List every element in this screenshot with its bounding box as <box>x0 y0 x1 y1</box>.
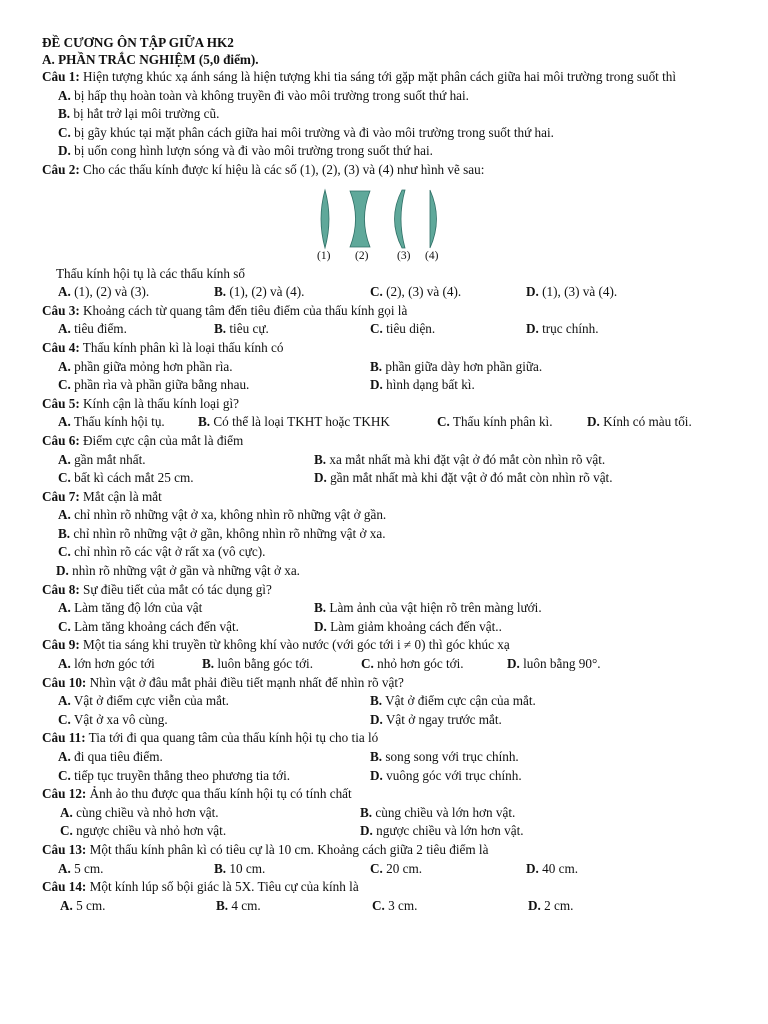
question-stem: Mắt cận là mắt <box>79 488 162 504</box>
question-1 <box>42 68 732 87</box>
question-label: Câu 6: <box>42 432 80 448</box>
q7-option-d: D. nhìn rõ những vật ở gần và những vật ở xa. <box>56 563 300 579</box>
q2-prompt: Thấu kính hội tụ là các thấu kính số <box>56 265 245 281</box>
question-label: Câu 7: <box>42 488 80 504</box>
q10-option-a: A. Vật ở điểm cực viễn của mắt. <box>58 693 229 709</box>
question-label: Câu 5: <box>42 395 80 411</box>
q5-option-d: D. Kính có màu tối. <box>587 414 692 430</box>
question-stem: Hiện tượng khúc xạ ánh sáng là hiện tượng khi tia sáng tới gặp mặt phân cách giữa hai môi trường trong suốt thì <box>79 69 677 84</box>
q8-option-c: C. Làm tăng khoảng cách đến vật. <box>58 618 239 634</box>
q11-option-b: B. song song với trục chính. <box>370 749 519 764</box>
question-10 <box>42 674 732 693</box>
q11-option-d: D. vuông góc với trục chính. <box>370 767 522 783</box>
q3-option-b: B. tiêu cự. <box>214 321 269 337</box>
q13-option-c: C. 20 cm. <box>370 860 423 876</box>
q2-option-a: A. (1), (2) và (3). <box>58 284 150 300</box>
q10-options-ab <box>42 692 732 711</box>
question-label: Câu 10: <box>42 674 87 690</box>
question-stem: Ảnh ảo thu được qua thấu kính hội tụ có tính chất <box>86 786 352 802</box>
question-stem: Nhìn vật ở đâu mắt phải điều tiết mạnh nhất để nhìn rõ vật? <box>86 674 404 690</box>
question-label: Câu 9: <box>42 637 80 653</box>
question-7 <box>42 488 732 507</box>
q9-option-a: A. lớn hơn góc tới <box>58 656 155 672</box>
question-stem: Khoảng cách từ quang tâm đến tiêu điểm của thấu kính gọi là <box>79 302 408 318</box>
q14-option-b: B. 4 cm. <box>216 897 261 913</box>
lens-label-2: (2) <box>355 249 369 262</box>
q2-option-d: D. (1), (3) và (4). <box>526 284 618 300</box>
question-stem: Một kính lúp số bội giác là 5X. Tiêu cự của kính là <box>86 879 359 895</box>
question-label: Câu 8: <box>42 581 80 597</box>
q4-option-b: B. phần giữa dày hơn phần giữa. <box>370 358 543 374</box>
q10-option-d: D. Vật ở ngay trước mắt. <box>370 711 502 727</box>
q4-option-c: C. phần rìa và phần giữa bằng nhau. <box>58 377 250 393</box>
q14-option-a: A. 5 cm. <box>60 897 106 913</box>
lens-2-biconcave <box>350 191 370 247</box>
q7-option-b: B. chỉ nhìn rõ những vật ở gần, không nhìn rõ những vật ở xa. <box>58 525 386 541</box>
question-stem: Cho các thấu kính được kí hiệu là các số (1), (2), (3) và (4) như hình vẽ sau: <box>79 161 485 177</box>
q9-option-d: D. luôn bằng 90°. <box>507 656 601 672</box>
q14-option-d: D. 2 cm. <box>528 897 574 913</box>
q14-option-c: C. 3 cm. <box>372 897 418 913</box>
q5-option-b: B. Có thể là loại TKHT hoặc TKHK <box>198 414 390 430</box>
q1-option-d: D. bị uốn cong hình lượn sóng và đi vào môi trường trong suốt thứ hai. <box>58 143 433 159</box>
q2-options <box>42 283 732 302</box>
q3-options <box>42 320 732 339</box>
q5-option-c: C. Thấu kính phân kì. <box>437 414 553 430</box>
q6-options-ab <box>42 451 732 470</box>
q10-option-b: B. Vật ở điểm cực cận của mắt. <box>370 693 536 709</box>
q8-options-ab <box>42 599 732 618</box>
q12-option-d: D. ngược chiều và lớn hơn vật. <box>360 823 524 839</box>
question-label: Câu 11: <box>42 730 86 746</box>
lens-3-concavo-convex <box>395 190 406 248</box>
q11-options-cd <box>42 767 732 786</box>
q1-option-b: B. bị hắt trở lại môi trường cũ. <box>58 106 220 122</box>
question-14 <box>42 878 732 897</box>
q10-options-cd <box>42 711 732 730</box>
q14-options <box>42 897 732 916</box>
question-stem: Một thấu kính phân kì có tiêu cự là 10 cm. Khoảng cách giữa 2 tiêu điểm là <box>86 841 489 857</box>
question-12 <box>42 785 732 804</box>
q3-option-c: C. tiêu diện. <box>370 321 436 337</box>
question-3 <box>42 302 732 321</box>
document-title: ĐỀ CƯƠNG ÔN TẬP GIỮA HK2 <box>42 35 234 50</box>
q7-option-c: C. chỉ nhìn rõ các vật ở rất xa (vô cực). <box>58 544 266 560</box>
q13-option-d: D. 40 cm. <box>526 860 579 876</box>
lens-figure <box>317 188 457 263</box>
q9-option-c: C. nhỏ hơn góc tới. <box>361 656 464 672</box>
q12-option-c: C. ngược chiều và nhỏ hơn vật. <box>60 823 227 839</box>
lens-label-4: (4) <box>425 249 439 262</box>
q8-options-cd <box>42 618 732 637</box>
question-4 <box>42 339 732 358</box>
q5-option-a: A. Thấu kính hội tụ. <box>58 414 165 430</box>
lens-1-biconvex <box>321 190 329 248</box>
lens-label-1: (1) <box>317 249 331 262</box>
q2-option-b: B. (1), (2) và (4). <box>214 284 305 300</box>
q11-option-a: A. đi qua tiêu điểm. <box>58 749 163 764</box>
q6-option-b: B. xa mắt nhất mà khi đặt vật ở đó mắt còn nhìn rõ vật. <box>314 451 606 467</box>
q10-option-c: C. Vật ở xa vô cùng. <box>58 711 168 727</box>
q13-option-b: B. 10 cm. <box>214 860 266 876</box>
question-13 <box>42 841 732 860</box>
q2-option-c: C. (2), (3) và (4). <box>370 284 462 300</box>
section-title: A. PHẦN TRẮC NGHIỆM (5,0 điểm). <box>42 52 259 67</box>
q1-option-c: C. bị gãy khúc tại mặt phân cách giữa hai môi trường và đi vào môi trường trong suốt thứ hai. <box>58 124 554 140</box>
question-stem: Một tia sáng khi truyền từ không khí vào nước (với góc tới i ≠ 0) thì góc khúc xạ <box>79 637 510 653</box>
question-label: Câu 12: <box>42 786 87 802</box>
q7-option-a: A. chỉ nhìn rõ những vật ở xa, không nhìn rõ những vật ở gần. <box>58 507 387 523</box>
q4-option-d: D. hình dạng bất kì. <box>370 377 475 393</box>
q12-option-b: B. cùng chiều và lớn hơn vật. <box>360 804 516 820</box>
q4-options-ab <box>42 358 732 377</box>
q11-options-ab <box>42 748 732 767</box>
q6-option-c: C. bất kì cách mắt 25 cm. <box>58 470 194 486</box>
lens-diagram <box>317 188 457 250</box>
q9-options <box>42 655 732 674</box>
q12-options-ab <box>42 804 732 823</box>
lens-labels <box>317 250 457 263</box>
question-stem: Tia tới đi qua quang tâm của thấu kính hội tụ cho tia ló <box>85 730 379 746</box>
q4-option-a: A. phần giữa mỏng hơn phần rìa. <box>58 358 233 374</box>
question-5 <box>42 395 732 414</box>
question-2 <box>42 161 732 180</box>
q3-option-d: D. trục chính. <box>526 321 599 337</box>
question-label: Câu 4: <box>42 339 80 355</box>
q8-option-a: A. Làm tăng độ lớn của vật <box>58 600 203 616</box>
question-8 <box>42 581 732 600</box>
question-11 <box>42 729 732 748</box>
question-stem: Kính cận là thấu kính loại gì? <box>79 395 240 411</box>
q4-options-cd <box>42 376 732 395</box>
question-9 <box>42 636 732 655</box>
q6-options-cd <box>42 469 732 488</box>
q12-option-a: A. cùng chiều và nhỏ hơn vật. <box>60 804 219 820</box>
q11-option-c: C. tiếp tục truyền thẳng theo phương tia tới. <box>58 767 291 783</box>
q1-option-a: A. bị hấp thụ hoàn toàn và không truyền đi vào môi trường trong suốt thứ hai. <box>58 87 469 103</box>
lens-4-plano-convex <box>430 190 437 248</box>
q6-option-d: D. gần mắt nhất mà khi đặt vật ở đó mắt còn nhìn rõ vật. <box>314 470 613 486</box>
lens-label-3: (3) <box>397 249 411 262</box>
q12-options-cd <box>42 822 732 841</box>
q9-option-b: B. luôn bằng góc tới. <box>202 656 313 672</box>
q13-options <box>42 860 732 879</box>
exam-page <box>42 34 732 915</box>
q5-options <box>42 413 732 432</box>
q6-option-a: A. gần mắt nhất. <box>58 451 146 467</box>
q8-option-d: D. Làm giảm khoảng cách đến vật.. <box>314 618 502 634</box>
question-label: Câu 2: <box>42 161 80 177</box>
question-label: Câu 13: <box>42 841 87 857</box>
question-stem: Điểm cực cận của mắt là điểm <box>79 432 244 448</box>
q13-option-a: A. 5 cm. <box>58 860 104 876</box>
question-label: Câu 1: <box>42 69 80 84</box>
q3-option-a: A. tiêu điểm. <box>58 321 127 337</box>
question-stem: Thấu kính phân kì là loại thấu kính có <box>79 339 284 355</box>
question-stem: Sự điều tiết của mắt có tác dụng gì? <box>79 581 272 597</box>
question-label: Câu 14: <box>42 879 87 895</box>
question-6 <box>42 432 732 451</box>
q8-option-b: B. Làm ảnh của vật hiện rõ trên màng lưới. <box>314 600 542 616</box>
question-label: Câu 3: <box>42 302 80 318</box>
